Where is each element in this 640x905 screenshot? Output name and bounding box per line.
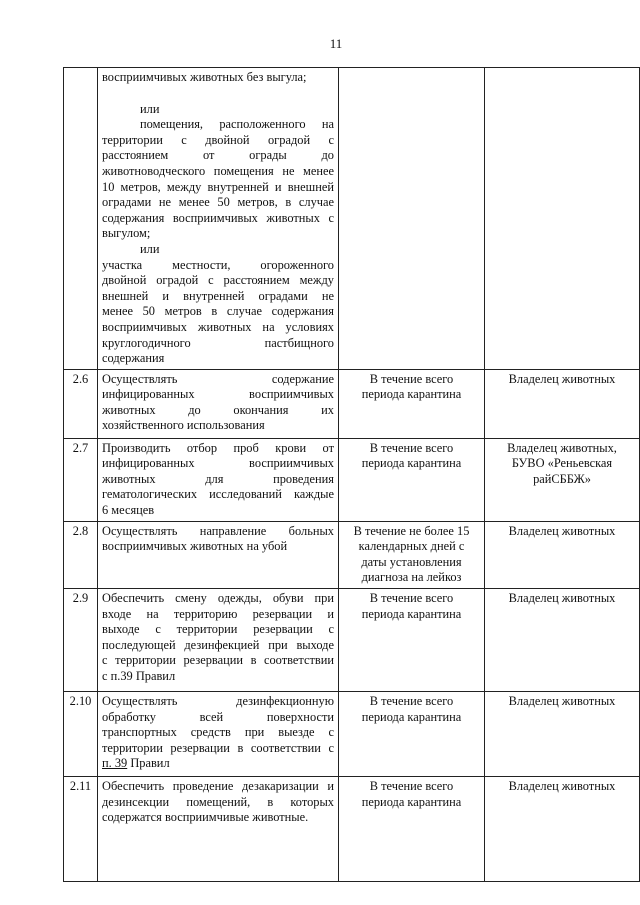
cell-number: 2.7 bbox=[64, 438, 98, 521]
cell-responsible bbox=[485, 369, 640, 438]
text-line: круглогодичного пастбищного bbox=[102, 335, 334, 350]
rule-reference-link[interactable]: п. 39 bbox=[102, 756, 128, 771]
text-line: диагноза на лейкоз bbox=[361, 570, 462, 585]
page-number: 11 bbox=[329, 36, 343, 51]
text-line: двойной оградой с расстоянием между bbox=[102, 273, 334, 288]
cell-responsible bbox=[485, 68, 640, 370]
text-line: БУВО «Реньевская bbox=[511, 456, 613, 471]
text-line: последующей дезинфекцией при выходе bbox=[102, 637, 334, 652]
cell-action bbox=[98, 777, 339, 882]
cell-number bbox=[64, 68, 98, 370]
cell-number: 2.8 bbox=[64, 521, 98, 588]
cell-responsible bbox=[485, 438, 640, 521]
text-line: Владелец животных, bbox=[507, 440, 617, 455]
cell-term bbox=[339, 589, 485, 692]
text-line bbox=[102, 756, 334, 772]
text-line: внешней и внутренней оградами не bbox=[102, 288, 334, 303]
cell-action bbox=[98, 521, 339, 588]
table-row bbox=[64, 369, 640, 438]
table-row bbox=[64, 777, 640, 882]
text-line: периода карантина bbox=[361, 794, 462, 809]
cell-action bbox=[98, 369, 339, 438]
text-line: или bbox=[140, 241, 160, 256]
cell-responsible bbox=[485, 521, 640, 588]
text-line: календарных дней с bbox=[358, 539, 465, 554]
text-line: менее 50 метров в случае содержания bbox=[102, 304, 334, 319]
text-line: транспортных средств при выезде с bbox=[102, 725, 334, 740]
text-line: Владелец животных bbox=[508, 523, 616, 538]
text-line: даты установления bbox=[361, 554, 462, 569]
text-line: периода карантина bbox=[361, 606, 462, 621]
text-line: Осуществлять содержание bbox=[102, 371, 334, 386]
text-line: хозяйственного использования bbox=[102, 418, 265, 433]
cell-term bbox=[339, 68, 485, 370]
cell-term bbox=[339, 521, 485, 588]
measures-table bbox=[63, 67, 640, 882]
text-line: В течение всего bbox=[369, 440, 454, 455]
text-line: инфицированных восприимчивых bbox=[102, 456, 334, 471]
text-line: животных для проведения bbox=[102, 471, 334, 486]
cell-number: 2.6 bbox=[64, 369, 98, 438]
text-line: содержания bbox=[102, 351, 165, 366]
cell-term bbox=[339, 777, 485, 882]
text-line: восприимчивых животных на условиях bbox=[102, 319, 334, 334]
text-line: Производить отбор проб крови от bbox=[102, 440, 334, 455]
text-line: Обеспечить смену одежды, обуви при bbox=[102, 591, 334, 606]
text-line: 10 метров, между внутренней и внешней bbox=[102, 179, 334, 194]
text-line: выгулом; bbox=[102, 226, 151, 241]
text-line: выходе с территории резервации с bbox=[102, 622, 334, 637]
table-row bbox=[64, 589, 640, 692]
text-line: Владелец животных bbox=[508, 779, 616, 794]
text-line: периода карантина bbox=[361, 456, 462, 471]
text-line: гематологических исследований каждые bbox=[102, 487, 334, 502]
cell-responsible bbox=[485, 589, 640, 692]
text-line: территории с двойной оградой с bbox=[102, 132, 334, 147]
text-line: 6 месяцев bbox=[102, 503, 155, 518]
text-line: В течение всего bbox=[369, 371, 454, 386]
cell-action bbox=[98, 68, 339, 370]
cell-number: 2.9 bbox=[64, 589, 98, 692]
text-fragment: Правил bbox=[127, 756, 170, 771]
text-line: расстоянием от ограды до bbox=[102, 148, 334, 163]
text-line: с территории резервации в соответствии bbox=[102, 653, 334, 668]
text-line: райСББЖ» bbox=[533, 471, 591, 486]
cell-number: 2.10 bbox=[64, 692, 98, 777]
cell-action bbox=[98, 692, 339, 777]
text-line: территории резервации в соответствии с bbox=[102, 740, 334, 755]
cell-number: 2.11 bbox=[64, 777, 98, 882]
text-line: животноводческого помещения не менее bbox=[102, 163, 334, 178]
text-line: содержатся восприимчивые животные. bbox=[102, 810, 309, 825]
cell-term bbox=[339, 369, 485, 438]
text-line: В течение всего bbox=[369, 591, 454, 606]
text-line: обработку всей поверхности bbox=[102, 709, 334, 724]
table-row bbox=[64, 692, 640, 777]
text-line: Обеспечить проведение дезакаризации и bbox=[102, 779, 334, 794]
cell-term bbox=[339, 438, 485, 521]
text-line: В течение не более 15 bbox=[353, 523, 470, 538]
text-line: В течение всего bbox=[369, 694, 454, 709]
cell-action bbox=[98, 589, 339, 692]
text-line: оградами не менее 50 метров, в случае bbox=[102, 195, 334, 210]
text-line: восприимчивых животных без выгула; bbox=[102, 70, 307, 84]
text-line: Владелец животных bbox=[508, 371, 616, 386]
cell-term bbox=[339, 692, 485, 777]
table-row bbox=[64, 438, 640, 521]
text-line: В течение всего bbox=[369, 779, 454, 794]
text-line: Владелец животных bbox=[508, 591, 616, 606]
table-row bbox=[64, 521, 640, 588]
text-line: входе на территорию резервации и bbox=[102, 606, 334, 621]
text-line: Осуществлять дезинфекционную bbox=[102, 694, 334, 709]
text-line: Осуществлять направление больных bbox=[102, 523, 334, 538]
text-line: животных до окончания их bbox=[102, 402, 334, 417]
text-line: восприимчивых животных на убой bbox=[102, 539, 288, 554]
text-line: содержания восприимчивых животных с bbox=[102, 210, 334, 225]
text-line: участка местности, огороженного bbox=[102, 257, 334, 272]
text-line: или bbox=[140, 101, 160, 116]
cell-responsible bbox=[485, 777, 640, 882]
text-line: дезинсекции помещений, в которых bbox=[102, 794, 334, 809]
cell-responsible bbox=[485, 692, 640, 777]
text-line: с п.39 Правил bbox=[102, 669, 176, 684]
cell-action bbox=[98, 438, 339, 521]
text-line: Владелец животных bbox=[508, 694, 616, 709]
table-row-continuation bbox=[64, 68, 640, 370]
text-line: периода карантина bbox=[361, 387, 462, 402]
text-line: помещения, расположенного на bbox=[140, 117, 334, 132]
text-line: инфицированных восприимчивых bbox=[102, 387, 334, 402]
text-line: периода карантина bbox=[361, 709, 462, 724]
